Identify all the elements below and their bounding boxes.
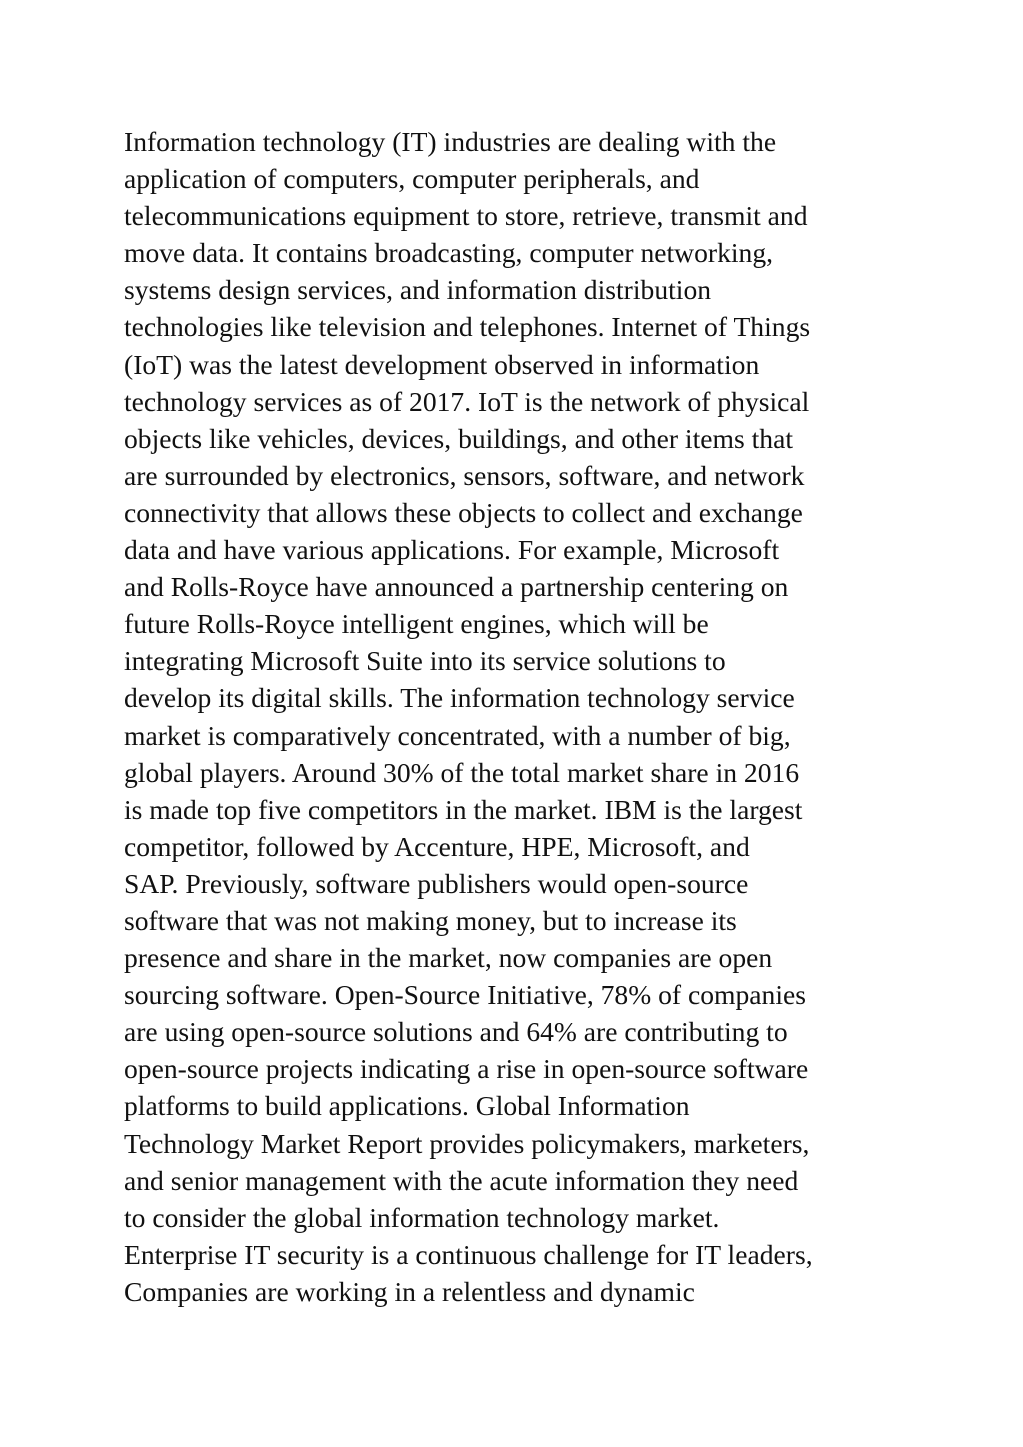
text-line: Enterprise IT security is a continuous challenge for IT leaders, [124, 1238, 813, 1270]
text-line: technology services as of 2017. IoT is the network of physical [124, 385, 810, 417]
text-line: to consider the global information technology market. [124, 1201, 720, 1233]
text-line: open-source projects indicating a rise in open-source software [124, 1053, 809, 1085]
text-line: global players. Around 30% of the total market share in 2016 [124, 756, 800, 788]
text-line: and senior management with the acute information they need [124, 1164, 799, 1196]
text-line: systems design services, and information distribution [124, 274, 712, 306]
text-line: technologies like television and telephones. Internet of Things [124, 311, 811, 343]
text-line: are using open-source solutions and 64% are contributing to [124, 1016, 788, 1048]
text-line: competitor, followed by Accenture, HPE, Microsoft, and [124, 830, 750, 862]
text-line: develop its digital skills. The information technology service [124, 682, 795, 714]
text-line: software that was not making money, but to increase its [124, 904, 737, 936]
text-line: (IoT) was the latest development observed in information [124, 348, 760, 380]
text-line: are surrounded by electronics, sensors, software, and network [124, 459, 805, 491]
text-line: connectivity that allows these objects to collect and exchange [124, 496, 803, 528]
text-line: and Rolls-Royce have announced a partnership centering on [124, 571, 789, 603]
text-line: Companies are working in a relentless and dynamic [124, 1275, 695, 1307]
text-line: SAP. Previously, software publishers would open-source [124, 867, 749, 899]
text-line: market is comparatively concentrated, with a number of big, [124, 719, 791, 751]
text-line: platforms to build applications. Global Information [124, 1090, 690, 1122]
text-line: data and have various applications. For example, Microsoft [124, 534, 780, 566]
body-paragraph [124, 123, 924, 1310]
text-line: presence and share in the market, now companies are open [124, 942, 773, 974]
text-line: telecommunications equipment to store, retrieve, transmit and [124, 200, 808, 232]
text-line: Technology Market Report provides policymakers, marketers, [124, 1127, 810, 1159]
text-line: Information technology (IT) industries are dealing with the [124, 126, 777, 157]
text-line: application of computers, computer peripherals, and [124, 163, 700, 195]
text-line: integrating Microsoft Suite into its service solutions to [124, 645, 726, 677]
text-line: future Rolls-Royce intelligent engines, which will be [124, 608, 709, 640]
text-line: sourcing software. Open-Source Initiative, 78% of companies [124, 979, 806, 1011]
text-line: objects like vehicles, devices, buildings, and other items that [124, 422, 793, 454]
text-line: is made top five competitors in the market. IBM is the largest [124, 793, 803, 825]
text-line: move data. It contains broadcasting, computer networking, [124, 237, 774, 269]
